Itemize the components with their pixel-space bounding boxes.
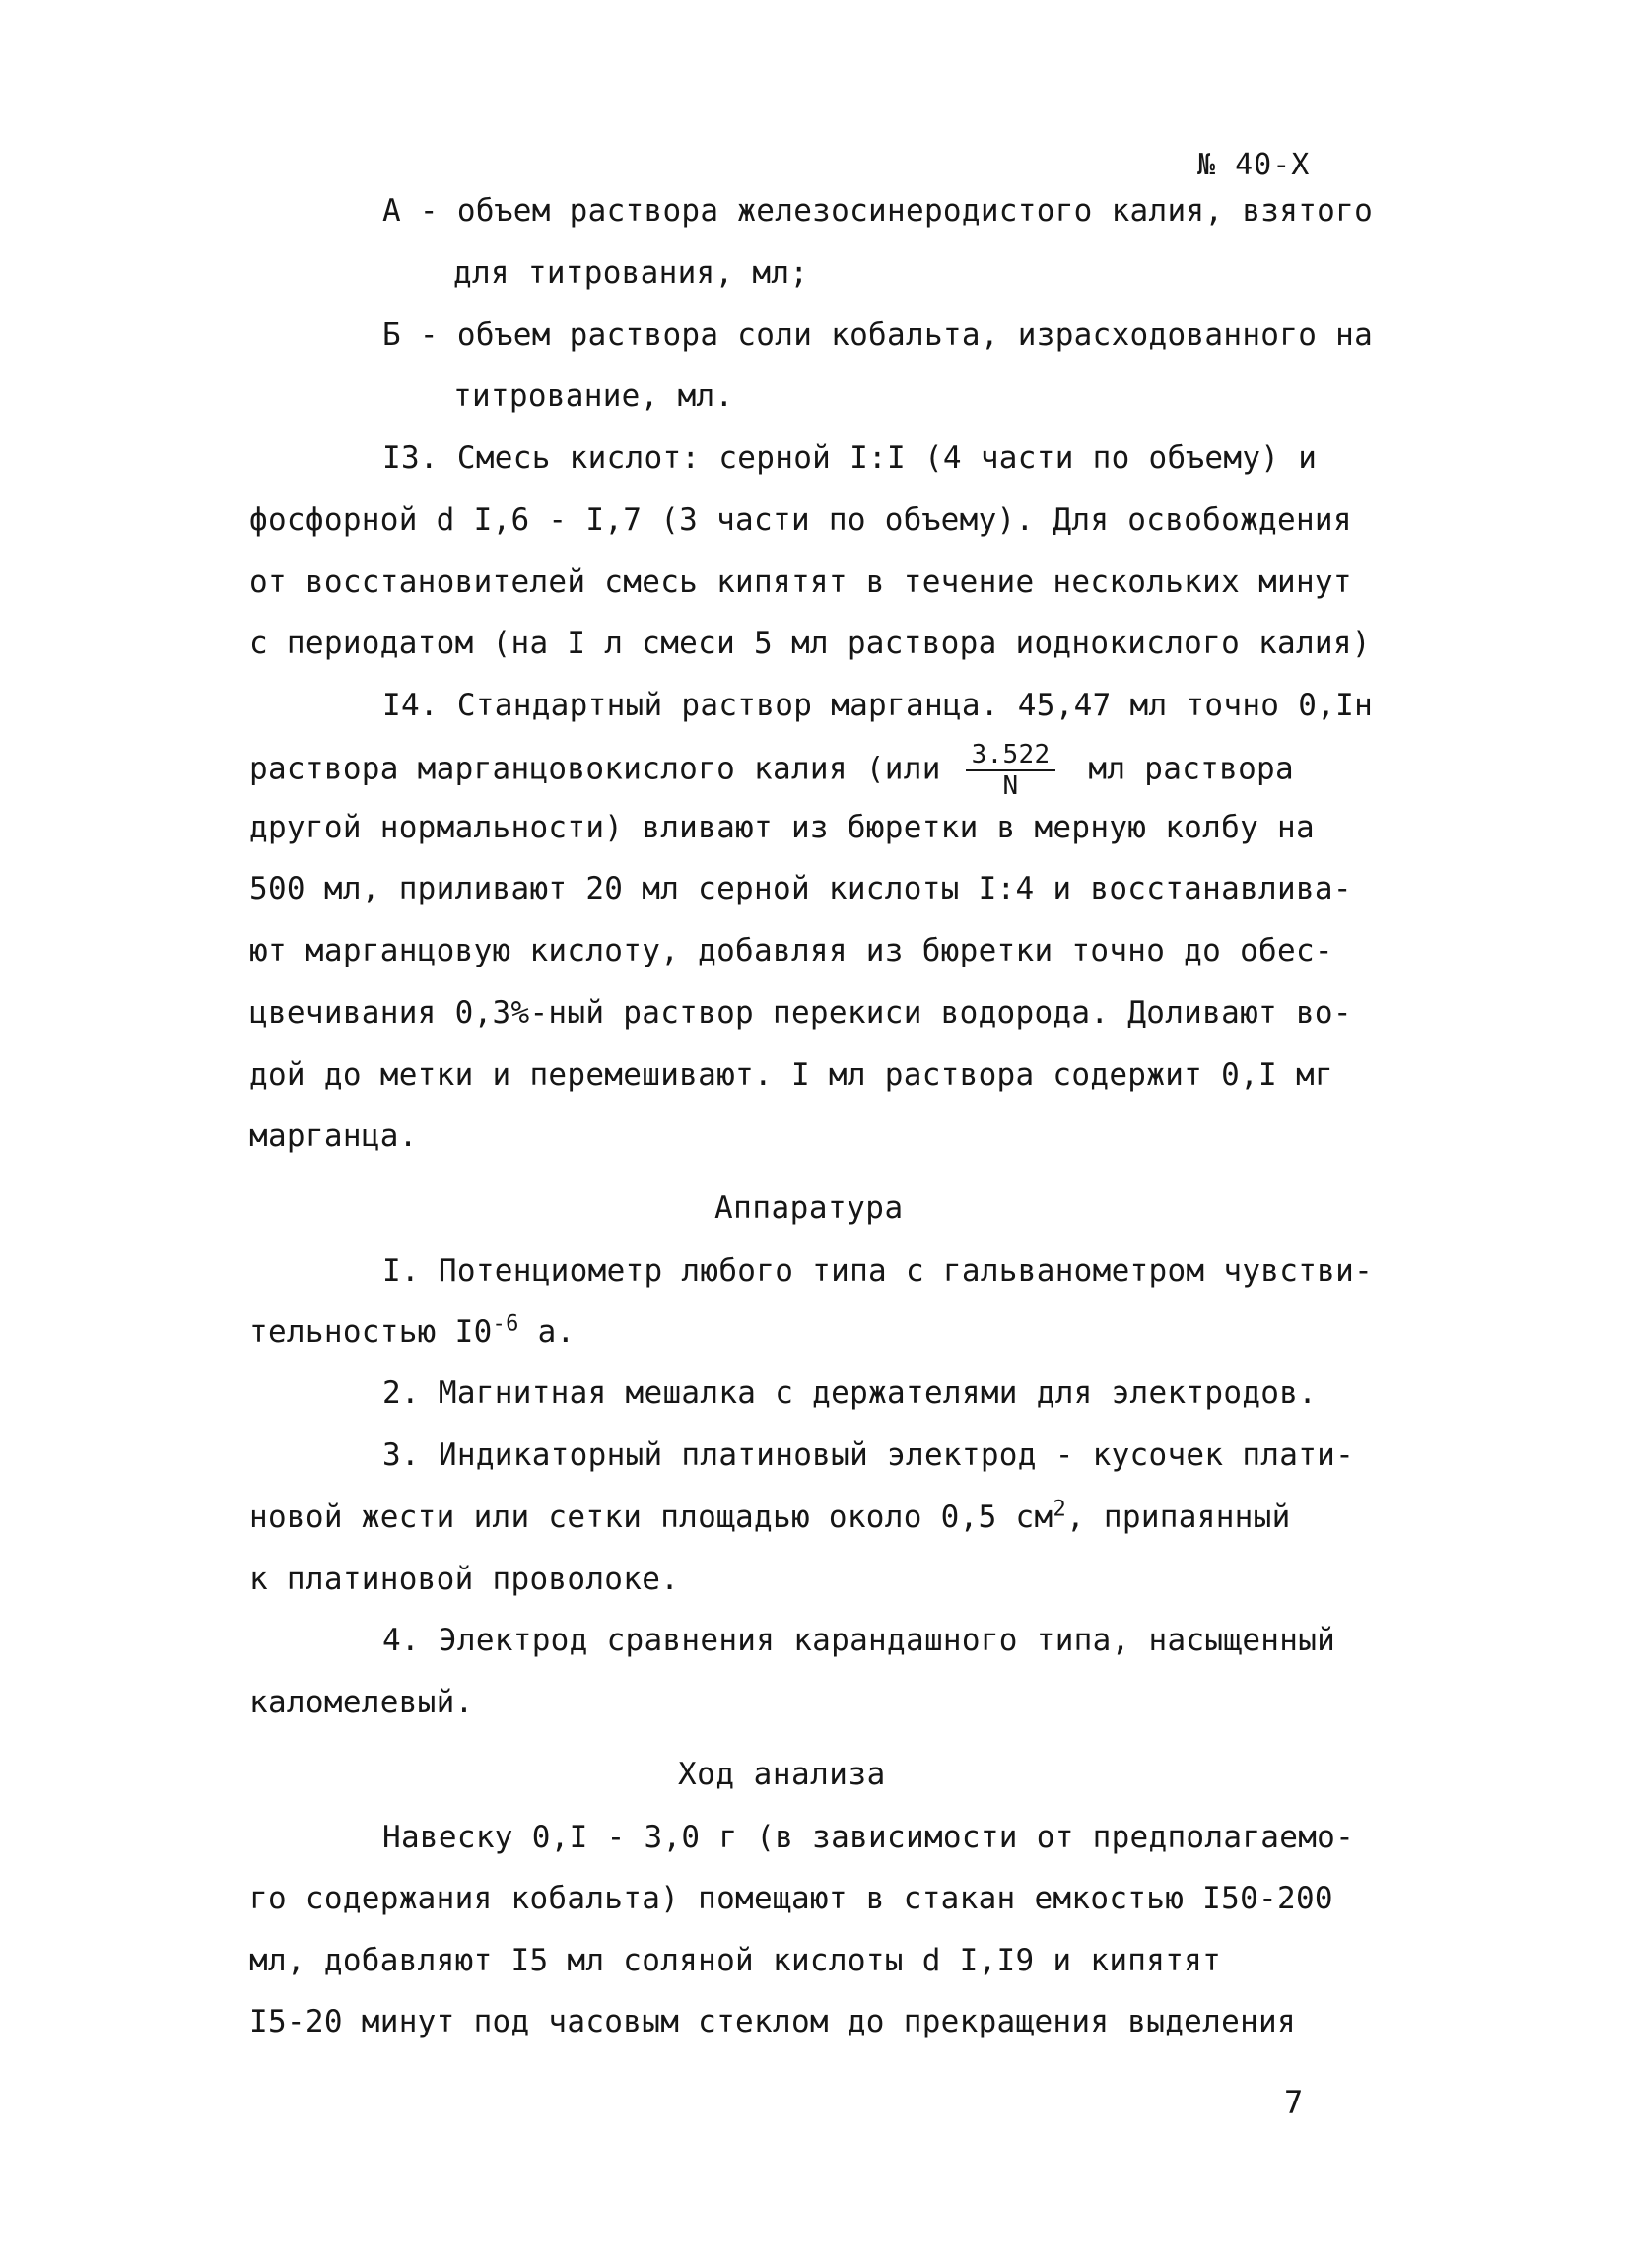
reagent-14-line-2 — [249, 742, 1294, 799]
procedure-line-1: Навеску 0,I - 3,0 г (в зависимости от предполагаемо- — [382, 1820, 1355, 1855]
apparatus-item-1-line-1: I. Потенциометр любого типа с гальванометром чувстви- — [382, 1253, 1374, 1289]
reagent-13-line-4: с периодатом (на I л смеси 5 мл раствора иоднокислого калия) — [249, 626, 1371, 661]
reagent-13-line-1: I3. Смесь кислот: серной I:I (4 части по объему) и — [382, 440, 1318, 476]
reagent-14-line-6: цвечивания 0,3%-ный раствор перекиси водорода. Доливают во- — [249, 995, 1352, 1031]
reagent-13-line-3: от восстановителей смесь кипятят в течение нескольких минут — [249, 565, 1352, 600]
apparatus-item-2: 2. Магнитная мешалка с держателями для электродов. — [382, 1375, 1318, 1411]
reagent-13-line-2: фосфорной d I,6 - I,7 (3 части по объему). Для освобождения — [249, 502, 1352, 538]
reagent-14-line-8: марганца. — [249, 1118, 418, 1154]
definition-a-line-1: А - объем раствора железосинеродистого калия, взятого — [382, 193, 1374, 229]
definition-a-line-2: для титрования, мл; — [453, 255, 809, 291]
normality-fraction — [966, 742, 1056, 799]
sensitivity-text: тельностью I0 — [249, 1314, 493, 1350]
definition-b-line-1: Б - объем раствора соли кобальта, израсходованного на — [382, 317, 1374, 353]
electrode-area-end: , припаянный — [1065, 1500, 1291, 1535]
apparatus-item-3-line-3: к платиновой проволоке. — [249, 1562, 680, 1597]
electrode-area-text: новой жести или сетки площадью около 0,5 см — [249, 1500, 1053, 1535]
document-number: № 40-Х — [1197, 148, 1311, 182]
apparatus-heading: Аппаратура — [714, 1190, 904, 1226]
apparatus-item-4-line-2: каломелевый. — [249, 1685, 474, 1720]
procedure-line-2: го содержания кобальта) помещают в стакан емкостью I50-200 — [249, 1881, 1333, 1916]
apparatus-item-4-line-1: 4. Электрод сравнения карандашного типа, насыщенный — [382, 1623, 1336, 1658]
procedure-line-4: I5-20 минут под часовым стеклом до прекращения выделения — [249, 2004, 1296, 2039]
reagent-14-line-2-end: мл раствора — [1088, 751, 1294, 787]
reagent-14-line-4: 500 мл, приливают 20 мл серной кислоты I:4 и восстанавлива- — [249, 871, 1352, 906]
reagent-14-line-5: ют марганцовую кислоту, добавляя из бюретки точно до обес- — [249, 933, 1333, 968]
fraction-numerator: 3.522 — [966, 742, 1056, 771]
procedure-heading: Ход анализа — [678, 1757, 886, 1792]
reagent-14-line-1: I4. Стандартный раствор марганца. 45,47 мл точно 0,Iн — [382, 688, 1374, 723]
sensitivity-unit: а. — [518, 1314, 576, 1350]
area-exponent: 2 — [1053, 1497, 1066, 1522]
apparatus-item-1-line-2 — [249, 1310, 576, 1354]
reagent-14-line-7: дой до метки и перемешивают. I мл раствора содержит 0,I мг — [249, 1057, 1333, 1093]
page-number: 7 — [1284, 2084, 1304, 2121]
reagent-14-line-2-start: раствора марганцовокислого калия (или — [249, 751, 941, 787]
apparatus-item-3-line-1: 3. Индикаторный платиновый электрод - кусочек плати- — [382, 1437, 1355, 1473]
procedure-line-3: мл, добавляют I5 мл соляной кислоты d I,I9 и кипятят — [249, 1943, 1222, 1978]
fraction-denominator: N — [1002, 771, 1019, 801]
sensitivity-exponent: -6 — [492, 1311, 519, 1337]
apparatus-item-3-line-2 — [249, 1496, 1291, 1539]
reagent-14-line-3: другой нормальности) вливают из бюретки в мерную колбу на — [249, 810, 1315, 845]
definition-b-line-2: титрование, мл. — [453, 378, 734, 414]
